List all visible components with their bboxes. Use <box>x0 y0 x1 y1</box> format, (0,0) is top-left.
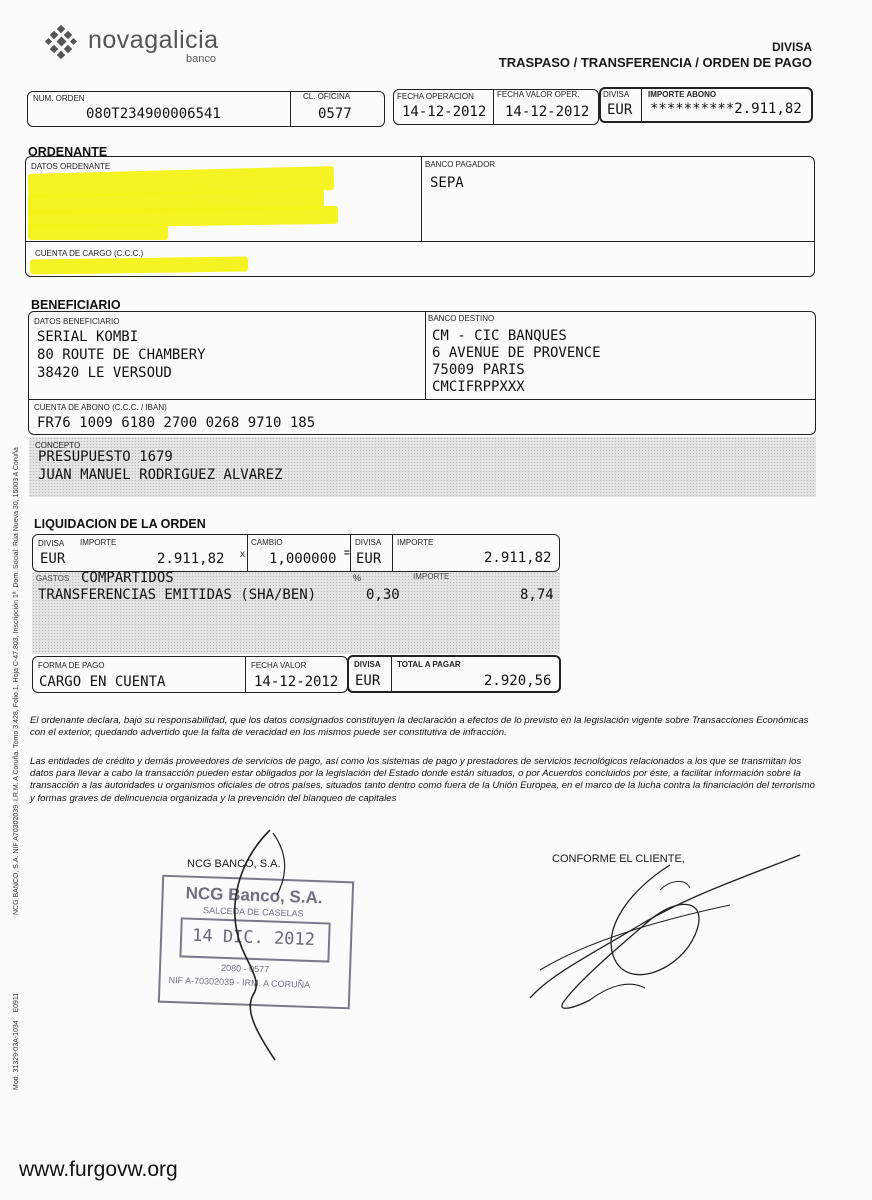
total-pagar-label: TOTAL A PAGAR <box>397 660 461 669</box>
liq-divisa-value: EUR <box>40 551 66 567</box>
fecha-valor-pago-label: FECHA VALOR <box>251 661 307 670</box>
oficina-value: 0577 <box>318 106 352 122</box>
beneficiario-name: SERIAL KOMBI <box>37 329 139 345</box>
legal-disclosure: Las entidades de crédito y demás proveedores de servicios de pago, así como los sistemas de pago y prestadores de servicios tecnológicos relacionados a los que se transmitan los datos para llevar a cabo la transacción pueden estar obligados por la legislación del Estado donde están situados, o por Acuerdos concluidos por éste, a facilitar información sobre la transacción a las autoridades u organismos oficiales de otros países, situados tanto dentro como fuera de la Unión Europea, en el marco de la lucha contra la financiación del terrorismo y formas graves de delincuencia organizada y la prevención del blanqueo de capitales <box>30 756 815 804</box>
concepto-line2: JUAN MANUEL RODRIGUEZ ALVAREZ <box>38 467 283 483</box>
liq-importe-label: IMPORTE <box>80 538 117 547</box>
stamp-date: 14 DIC. 2012 <box>191 925 316 951</box>
fecha-valor-label: FECHA VALOR OPER. <box>497 90 580 99</box>
forma-pago-label: FORMA DE PAGO <box>38 661 105 670</box>
fecha-operacion-label: FECHA OPERACION <box>397 92 474 101</box>
side-form-code: Mod. 31329-03A-1034 E0911 <box>13 992 20 1090</box>
times-sign: x <box>240 549 245 560</box>
importe-abono-label: IMPORTE ABONO <box>648 90 717 99</box>
fecha-valor-value: 14-12-2012 <box>505 104 590 120</box>
stamp-bank-name: NCG Banco, S.A. <box>185 883 323 908</box>
header-title: TRASPASO / TRANSFERENCIA / ORDEN DE PAGO <box>498 55 812 70</box>
concepto-label: CONCEPTO <box>35 441 81 450</box>
cuenta-cargo-label: CUENTA DE CARGO (C.C.C.) <box>35 249 144 258</box>
pct-value: 0,30 <box>366 587 400 603</box>
iban-value: FR76 1009 6180 2700 0268 9710 185 <box>37 415 316 431</box>
divisa-label: DIVISA <box>603 90 630 99</box>
total-pagar-value: 2.920,56 <box>484 673 552 689</box>
logo-sub: banco <box>186 53 216 65</box>
logo-brand: novagalicia <box>88 26 219 54</box>
concepto-line1: PRESUPUESTO 1679 <box>38 449 173 465</box>
bank-signature <box>215 825 305 1065</box>
gastos-importe-label: IMPORTE <box>413 572 450 581</box>
fecha-valor-pago-value: 14-12-2012 <box>254 674 339 690</box>
gastos-importe-value: 8,74 <box>520 587 554 603</box>
liquidacion-title: LIQUIDACION DE LA ORDEN <box>34 517 206 531</box>
liq-importe2-value: 2.911,82 <box>484 550 552 566</box>
banco-destino-line2: 6 AVENUE DE PROVENCE <box>432 345 601 361</box>
liq-divisa2-label: DIVISA <box>355 538 382 547</box>
num-orden-label: NUM. ORDEN <box>33 94 85 103</box>
cambio-label: CAMBIO <box>251 538 283 547</box>
total-divisa-value: EUR <box>355 673 381 689</box>
stamp-nif: NIF A-70302039 - IRM. A CORUÑA <box>168 974 311 990</box>
beneficiario-address1: 80 ROUTE DE CHAMBERY <box>37 347 206 363</box>
banco-pagador-value: SEPA <box>430 175 464 191</box>
liq-importe-value: 2.911,82 <box>157 551 225 567</box>
oficina-label: CL. OFICINA <box>303 92 351 101</box>
stamp-office: 2080 - 0577 <box>220 962 270 975</box>
liq-divisa-label: DIVISA <box>38 539 65 548</box>
liq-importe2-label: IMPORTE <box>397 538 434 547</box>
redaction-highlight <box>28 224 168 240</box>
banco-destino-line1: CM - CIC BANQUES <box>432 328 567 344</box>
redaction-highlight <box>30 256 248 274</box>
importe-abono-value: **********2.911,82 <box>650 101 802 117</box>
banco-destino-label: BANCO DESTINO <box>428 314 495 323</box>
fecha-operacion-value: 14-12-2012 <box>402 104 487 120</box>
forma-pago-value: CARGO EN CUENTA <box>39 674 166 690</box>
beneficiario-title: BENEFICIARIO <box>31 298 121 312</box>
client-signature-label: CONFORME EL CLIENTE, <box>552 853 685 865</box>
watermark-url: www.furgovw.org <box>19 1158 178 1181</box>
side-registry-text: NCG BANCO, S.A. NIF A70302039. I.R.M. A Coruña. Tomo 3.428, Folio 1, Hoja C-47.803, Inscripción 1ª. Dom. Social: Rúa Nueva 30, 15003 A Coruña <box>13 447 20 915</box>
gastos-label: GASTOS <box>36 574 70 583</box>
gastos-line2: TRANSFERENCIAS EMITIDAS (SHA/BEN) <box>38 587 317 603</box>
banco-pagador-label: BANCO PAGADOR <box>425 160 496 169</box>
equals-sign: = <box>344 548 350 559</box>
liq-divisa2-value: EUR <box>356 551 382 567</box>
gastos-line1: COMPARTIDOS <box>81 570 174 586</box>
banco-destino-line3: 75009 PARIS <box>432 362 525 378</box>
client-signature <box>520 850 810 1020</box>
cuenta-abono-label: CUENTA DE ABONO (C.C.C. / IBAN) <box>34 403 167 412</box>
datos-ordenante-label: DATOS ORDENANTE <box>31 162 111 171</box>
divisa-value: EUR <box>607 102 633 118</box>
legal-declaration: El ordenante declara, bajo su responsabilidad, que los datos consignados constituyen la declaración a efectos de lo previsto en la legislación vigente sobre Transacciones Económicas con el exterior, quedando advertido que la falta de veracidad en los mismos puede ser constitutiva de infracción. <box>30 715 809 739</box>
beneficiario-address2: 38420 LE VERSOUD <box>37 365 172 381</box>
logo <box>44 24 234 68</box>
banco-destino-swift: CMCIFRPPXXX <box>432 379 525 395</box>
total-divisa-label: DIVISA <box>354 660 381 669</box>
pct-label: % <box>353 573 362 583</box>
header-divisa: DIVISA <box>771 40 812 54</box>
ordenante-title: ORDENANTE <box>28 145 108 159</box>
stamp-branch: SALCEDA DE CASELAS <box>202 905 304 919</box>
num-orden-value: 080T234900006541 <box>86 106 221 122</box>
datos-beneficiario-label: DATOS BENEFICIARIO <box>34 317 120 326</box>
bank-signature-label: NCG BANCO, S.A. <box>187 858 281 870</box>
cambio-value: 1,000000 <box>269 551 337 567</box>
logo-icon <box>44 24 82 62</box>
